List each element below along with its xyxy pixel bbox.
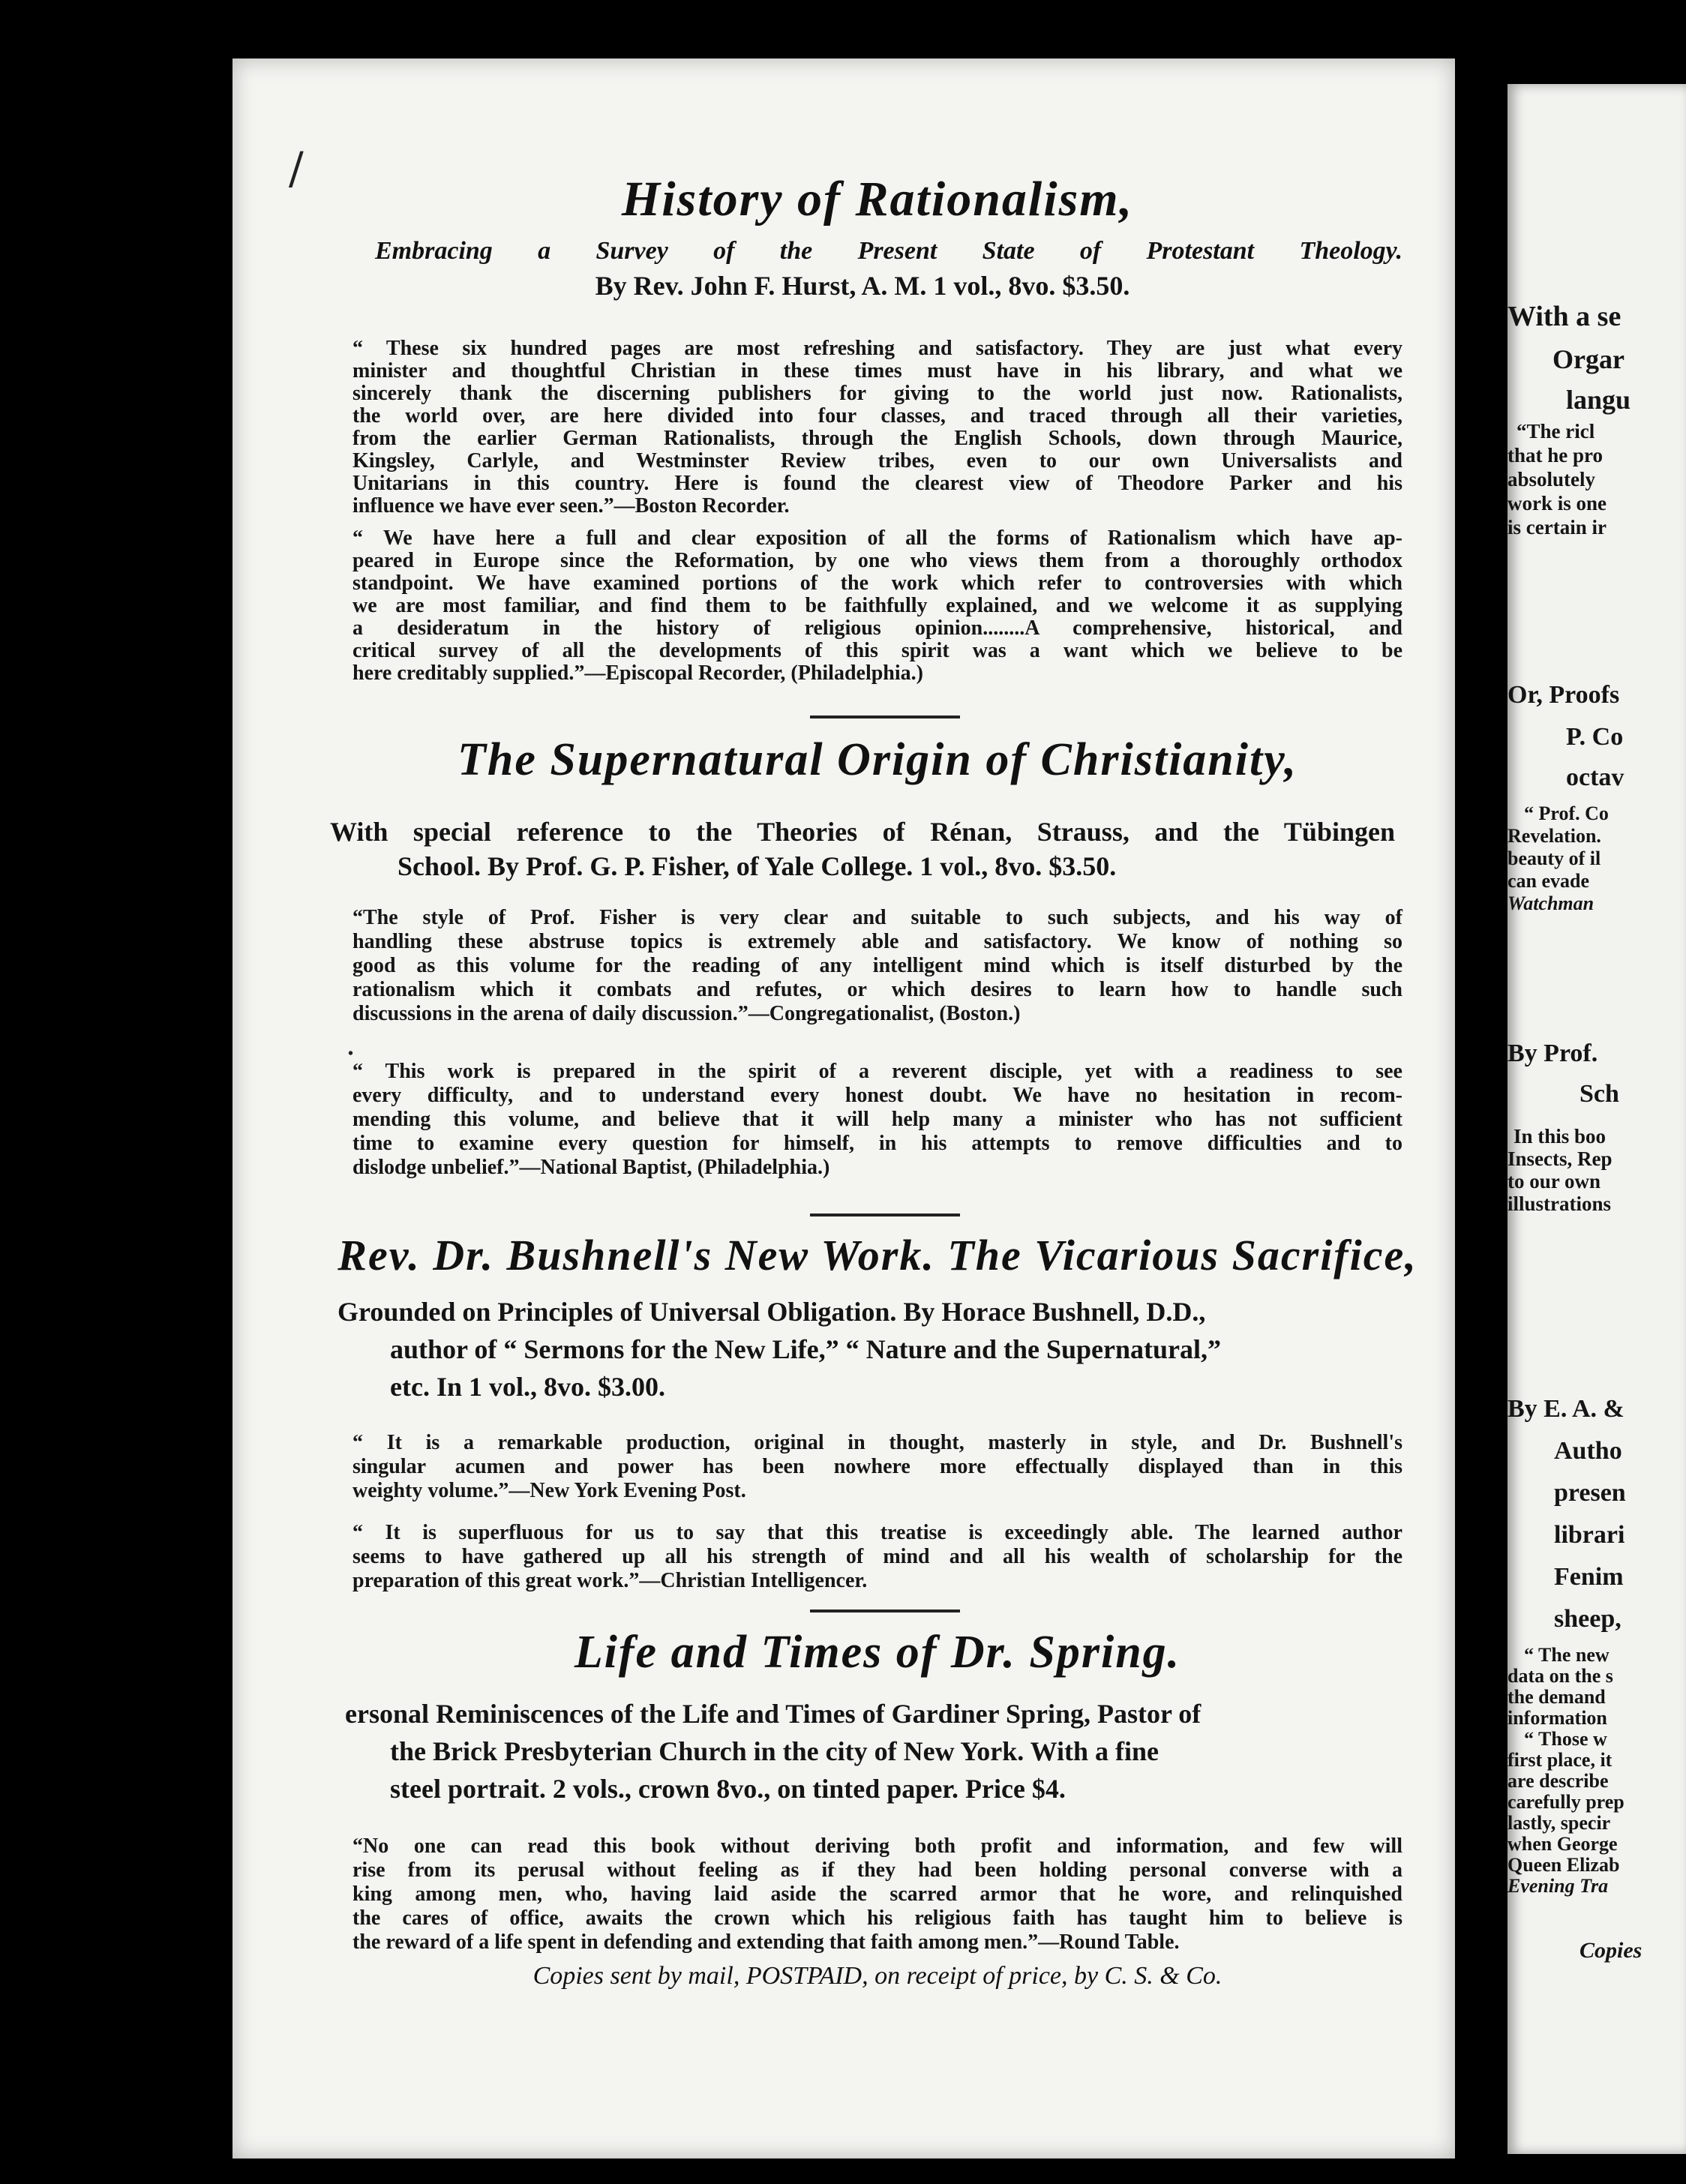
right-page-line: to our own (1508, 1170, 1601, 1192)
review-line: “ These six hundred pages are most refreshing and satisfactory. They are just what every (352, 337, 1402, 360)
divider-2 (810, 1214, 960, 1216)
right-page-line: carefully prep (1508, 1791, 1624, 1813)
review-line: time to examine every question for himself, in his attempts to remove difficulties and to (352, 1132, 1402, 1155)
right-page-line: Queen Elizab (1508, 1854, 1620, 1876)
right-page-line: “ Prof. Co (1524, 802, 1609, 824)
review-line: king among men, who, having laid aside the scarred armor that he wore, and relinquished (352, 1882, 1402, 1906)
right-page-line: Sch (1580, 1080, 1619, 1108)
rationalism-title: History of Rationalism, (621, 172, 1134, 226)
review-line: rationalism which it combats and refutes, or which desires to learn how to handle such (352, 978, 1402, 1001)
review-line: Kingsley, Carlyle, and Westminster Review tribes, even to our own Universalists and (352, 449, 1402, 472)
supernatural-title: The Supernatural Origin of Christianity, (458, 734, 1298, 785)
review-line: weighty volume.”—New York Evening Post. (352, 1479, 746, 1502)
footer-block (352, 1962, 1402, 1990)
right-page-line: “ The new (1524, 1644, 1610, 1666)
right-page-line: Autho (1554, 1437, 1622, 1465)
review-line: singular acumen and power has been nowhere more effectually displayed than in this (352, 1455, 1402, 1478)
right-page-line: octav (1566, 764, 1624, 791)
supernatural-byline-1: With special reference to the Theories of Rénan, Strauss, and the Tübingen (330, 817, 1395, 847)
review-line: a desideratum in the history of religious opinion........A comprehensive, historical, and (352, 616, 1402, 640)
right-page-line: Orgar (1552, 344, 1624, 374)
right-page-line: With a se (1508, 301, 1622, 332)
bushnell-review-2 (352, 1521, 1402, 1593)
margin-mark: • (348, 1046, 354, 1062)
right-page-line: information (1508, 1707, 1607, 1729)
right-page-line: In this boo (1514, 1125, 1606, 1148)
footer-note: Copies sent by mail, POSTPAID, on receipt of price, by C. S. & Co. (532, 1962, 1222, 1990)
spring-byline-1: ersonal Reminiscences of the Life and Times of Gardiner Spring, Pastor of (345, 1699, 1202, 1729)
right-page-line: sheep, (1554, 1605, 1622, 1633)
review-line: “ It is superfluous for us to say that this treatise is exceedingly able. The learned author (352, 1521, 1402, 1544)
bushnell-byline-1: Grounded on Principles of Universal Obligation. By Horace Bushnell, D.D., (338, 1297, 1206, 1327)
review-line: handling these abstruse topics is extremely able and satisfactory. We know of nothing so (352, 930, 1402, 953)
review-line: “ It is a remarkable production, original in thought, masterly in style, and Dr. Bushnell's (352, 1431, 1402, 1454)
review-line: “ This work is prepared in the spirit of a reverent disciple, yet with a readiness to see (352, 1060, 1402, 1083)
right-page-line: work is one (1508, 492, 1607, 514)
spring-byline-block (345, 1698, 1402, 1804)
right-page-line: beauty of il (1508, 848, 1601, 869)
right-page-line: Insects, Rep (1508, 1148, 1612, 1170)
right-page-fragment (1508, 84, 1686, 2154)
supernatural-review-1 (352, 906, 1402, 1026)
rationalism-review-2 (352, 527, 1402, 685)
spring-title: Life and Times of Dr. Spring. (574, 1627, 1181, 1678)
supernatural-review-2 (352, 1060, 1402, 1180)
review-line: the reward of a life spent in defending and extending that faith among men.”—Round Table. (352, 1930, 1180, 1954)
rationalism-subtitle: Embracing a Survey of the Present State of Protestant Theology. (375, 237, 1402, 265)
supernatural-byline-2: School. By Prof. G. P. Fisher, of Yale College. 1 vol., 8vo. $3.50. (398, 851, 1117, 881)
review-line: rise from its perusal without feeling as if they had been holding personal converse with a (352, 1858, 1402, 1882)
right-page-line: data on the s (1508, 1665, 1613, 1687)
right-page-line: first place, it (1508, 1749, 1612, 1771)
review-line: preparation of this great work.”—Christian Intelligencer. (352, 1569, 868, 1592)
review-line: influence we have ever seen.”—Boston Recorder. (352, 494, 790, 518)
right-page-line: P. Co (1566, 723, 1624, 751)
right-page-line: langu (1566, 385, 1631, 415)
review-line: seems to have gathered up all his strength of mind and all his wealth of scholarship for the (352, 1545, 1402, 1568)
divider-3 (810, 1610, 960, 1612)
spring-byline-2: the Brick Presbyterian Church in the city of New York. With a fine (390, 1736, 1159, 1766)
right-page-line: lastly, specir (1508, 1812, 1611, 1834)
review-line: mending this volume, and believe that it will help many a minister who has not sufficient (352, 1108, 1402, 1131)
margin-mark: ⧸ (290, 149, 303, 192)
supernatural-byline-block (330, 816, 1402, 882)
rationalism-review-1 (352, 338, 1402, 518)
review-line: we are most familiar, and find them to be faithfully explained, and we welcome it as supplying (352, 594, 1402, 617)
review-line: discussions in the arena of daily discussion.”—Congregationalist, (Boston.) (352, 1002, 1021, 1025)
review-line: Unitarians in this country. Here is found the clearest view of Theodore Parker and his (352, 472, 1402, 495)
right-page-line: Fenim (1554, 1563, 1624, 1591)
right-page-line: absolutely (1508, 468, 1596, 490)
spring-byline-3: steel portrait. 2 vols., crown 8vo., on tinted paper. Price $4. (390, 1774, 1066, 1804)
right-page-line: “ Those w (1524, 1728, 1607, 1750)
bushnell-title: Rev. Dr. Bushnell's New Work. The Vicarious Sacrifice, (338, 1231, 1418, 1280)
bushnell-byline-2: author of “ Sermons for the New Life,” “ Nature and the Supernatural,” (390, 1334, 1221, 1364)
left-page (232, 58, 1455, 2158)
bushnell-byline-3: etc. In 1 vol., 8vo. $3.00. (390, 1372, 665, 1402)
review-line: “ We have here a full and clear exposition of all the forms of Rationalism which have ap- (352, 526, 1402, 550)
review-line: critical survey of all the developments of this spirit was a want which we believe to be (352, 639, 1402, 662)
right-page-line: presen (1554, 1479, 1626, 1507)
review-line: good as this volume for the reading of any intelligent mind which is itself disturbed by the (352, 954, 1402, 977)
right-page-line: Or, Proofs (1508, 681, 1620, 709)
review-line: standpoint. We have examined portions of the work which refer to controversies with which (352, 572, 1402, 595)
review-line: peared in Europe since the Reformation, by one who views them from a thoroughly orthodox (352, 549, 1402, 572)
right-page-line: Evening Tra (1508, 1875, 1609, 1897)
right-page-line: Copies (1580, 1938, 1642, 1963)
right-page-line: By E. A. & (1508, 1395, 1624, 1423)
right-page-line: is certain ir (1508, 516, 1606, 538)
review-line: here creditably supplied.”—Episcopal Recorder, (Philadelphia.) (352, 662, 923, 685)
spring-review-1 (352, 1834, 1402, 1954)
review-line: “The style of Prof. Fisher is very clear and suitable to such subjects, and his way of (352, 906, 1402, 929)
review-line: the world over, are here divided into four classes, and traced through all their varieties, (352, 404, 1402, 428)
right-page-line: By Prof. (1508, 1040, 1598, 1067)
review-line: dislodge unbelief.”—National Baptist, (Philadelphia.) (352, 1156, 830, 1179)
right-page-line: when George (1508, 1833, 1618, 1855)
bushnell-byline-block (338, 1296, 1402, 1402)
right-page-line: Watchman (1508, 892, 1594, 914)
review-line: minister and thoughtful Christian in these times must have in his library, and what we (352, 359, 1402, 382)
review-line: from the earlier German Rationalists, through the English Schools, down through Maurice, (352, 427, 1402, 450)
review-line: “No one can read this book without deriving both profit and information, and few will (352, 1834, 1402, 1858)
right-page-line: illustrations (1508, 1192, 1612, 1215)
rationalism-subtitle-block (352, 237, 1402, 302)
review-line: the cares of office, awaits the crown which his religious faith has taught him to believe is (352, 1906, 1402, 1930)
rationalism-byline: By Rev. John F. Hurst, A. M. 1 vol., 8vo. $3.50. (595, 271, 1130, 301)
review-line: sincerely thank the discerning publishers for giving to the world just now. Rationalists, (352, 382, 1402, 405)
right-page-line: librari (1554, 1521, 1625, 1549)
divider-1 (810, 716, 960, 718)
right-page-line: can evade (1508, 870, 1590, 892)
bushnell-review-1 (352, 1431, 1402, 1503)
review-line: every difficulty, and to understand every honest doubt. We have no hesitation in recom- (352, 1084, 1402, 1107)
right-page-line: Revelation. (1508, 825, 1601, 847)
right-page-line: the demand (1508, 1686, 1606, 1708)
right-page-line: that he pro (1508, 444, 1604, 466)
right-page-line: “The ricl (1516, 420, 1595, 442)
right-page-line: are describe (1508, 1770, 1609, 1792)
